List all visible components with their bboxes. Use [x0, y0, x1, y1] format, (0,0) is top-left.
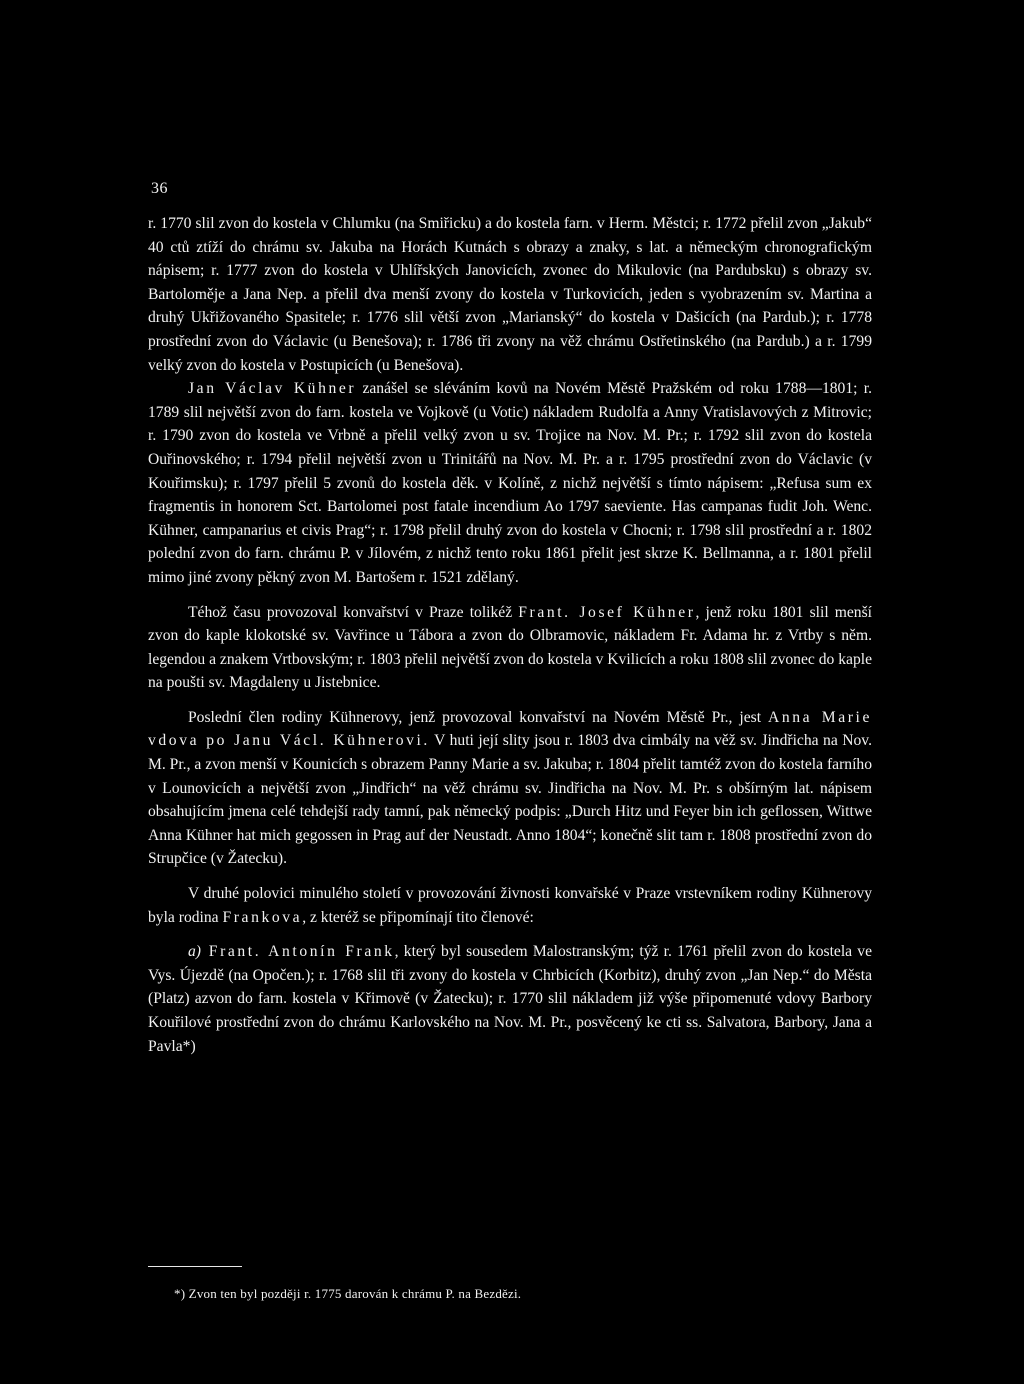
paragraph-lead: Téhož času provozoval konvařství v Praze tolikéž: [188, 603, 519, 621]
person-name: Frant. Antonín Frank: [201, 943, 395, 961]
paragraph-frant-antonin-frank: [148, 940, 872, 1058]
paragraph-text: , z kteréž se připomínají tito členové:: [302, 908, 534, 926]
body-text: [148, 212, 872, 1058]
paragraph-text: V huti její slity jsou r. 1803 dva cimbály na věž sv. Jindřicha na Nov. M. Pr., a zvon menší v Kounicích s obrazem Panny Marie a sv. Jakuba; r. 1804 přelit tamtéž zvon do kostela farního v Lounovicích a největší zvon „Jindřich“ na věž chrámu sv. Jindřicha na Nov. M. Pr. s obšírným lat. nápisem obsahujícím jmena celé tehdejší rady tamní, pak německý podpis: „Durch Hitz und Feyer bin ich geflossen, Wittwe Anna Kühner hat mich gegossen in Prag auf der Neustadt. Anno 1804“; konečně slit tam r. 1808 prostřední zvon do Strupčice (v Žatecku).: [148, 732, 872, 868]
footnote-divider: [148, 1266, 242, 1267]
paragraph-text: , který byl sousedem Malostranským; týž r. 1761 přelil zvon do kostela ve Vys. Újezdě (na Opočen.); r. 1768 slil tři zvony do kostela v Chrbicích (Korbitz), druhý zvon „Jan Nep.“ do Města (Platz) azvon do farn. kostela v Křimově (v Žatecku); r. 1770 slil nákladem již výše připomenuté vdovy Barbory Kouřilové prostřední zvon do chrámu Karlovského na Nov. M. Pr., posvěcený ke cti ss. Salvatora, Barbory, Jana a Pavla*): [148, 943, 873, 1055]
paragraph-anna-marie: [148, 706, 872, 871]
person-name: Anna Marie vdova po Janu Václ. Kühnerovi.: [148, 708, 872, 750]
paragraph-jan-vaclav-kuhner: [148, 377, 872, 589]
paragraph-text: , jenž roku 1801 slil menší zvon do kaple klokotské sv. Vavřince u Tábora a zvon do Olbramovic, nákladem Fr. Adama hr. z Vrtby s něm. legendou a znakem Vrtbovským; r. 1803 přelil největší zvon do kostela v Kvilicích a roku 1808 slil zvonec do kaple na poušti sv. Magdaleny u Jistebnice.: [148, 603, 873, 692]
paragraph-frant-josef-kuhner: [148, 601, 872, 695]
person-name: Frant. Josef Kühner: [518, 603, 696, 621]
person-name: Jan Václav Kühner: [188, 380, 357, 398]
paragraph-text: zanášel se sléváním kovů na Novém Městě Pražském od roku 1788—1801; r. 1789 slil největší zvon do farn. kostela ve Vojkově (u Votic) nákladem Rudolfa a Anny Vratislavových z Mitrovic; r. 1790 zvon do kostela ve Vrbně a přelil velký zvon u sv. Trojice na Nov. M. Pr.; r. 1792 slil zvon do kostela Ouřinovského; r. 1794 přelil největší zvon u Trinitářů na Nov. M. Pr. a r. 1795 prostřední zvon do Václavic (v Kouřimsku); r. 1797 přelil 5 zvonů do kostela děk. v Kolíně, z nichž největší s tímto nápisem: „Refusa sum ex fragmentis in honorem Sct. Bartolomei post fatale incendium Ao 1797 saeviente. Has campanas fudit Joh. Wenc. Kühner, campanarius et civis Prag“; r. 1798 přelil druhý zvon do kostela v Chocni; r. 1798 slil prostřední a r. 1802 polední zvon do farn. chrámu P. v Jílovém, z nichž tento roku 1861 přelit jest skrze K. Bellmanna, a r. 1801 přelil mimo jiné zvony pěkný zvon M. Bartošem r. 1521 zdělaný.: [148, 380, 872, 586]
paragraph-chlumek: [148, 212, 872, 377]
footnote: *) Zvon ten byl později r. 1775 darován k chrámu P. na Bezdězi.: [174, 1286, 522, 1301]
paragraph-text: r. 1770 slil zvon do kostela v Chlumku (na Smiřicku) a do kostela farn. v Herm. Městci; r. 1772 přelil zvon „Jakub“ 40 ctů ztíží do chrámu sv. Jakuba na Horách Kutnách s obrazy a znaky, s lat. a německým chronografickým nápisem; r. 1777 zvon do kostela v Uhlířských Janovicích, zvonec do Mikulovic (na Pardubsku) s obrazy sv. Bartoloměje a Jana Nep. a přelil dva menší zvony do kostela v Turkovicích, jeden s vyobrazením sv. Martina a druhý Ukřižovaného Spasitele; r. 1776 slil větší zvon „Marianský“ do kostela v Dašicích (na Pardub.); r. 1778 prostřední zvon do Václavic (u Benešova); r. 1786 tři zvony na věž chrámu Ostřetinského (na Pardub.) a r. 1799 velký zvon do kostela v Postupicích (u Benešova).: [148, 215, 872, 374]
paragraph-lead: V druhé polovici minulého století v provozování živnosti konvařské v Praze vrstevníkem rodiny Kühnerovy byla rodina: [148, 885, 872, 926]
list-marker: a): [188, 943, 201, 961]
page-number: 36: [151, 180, 168, 197]
paragraph-lead: Poslední člen rodiny Kühnerovy, jenž provozoval konvařství na Novém Městě Pr., jest: [188, 708, 769, 726]
family-name: Frankova: [222, 908, 303, 926]
paragraph-frank-family: [148, 882, 872, 929]
